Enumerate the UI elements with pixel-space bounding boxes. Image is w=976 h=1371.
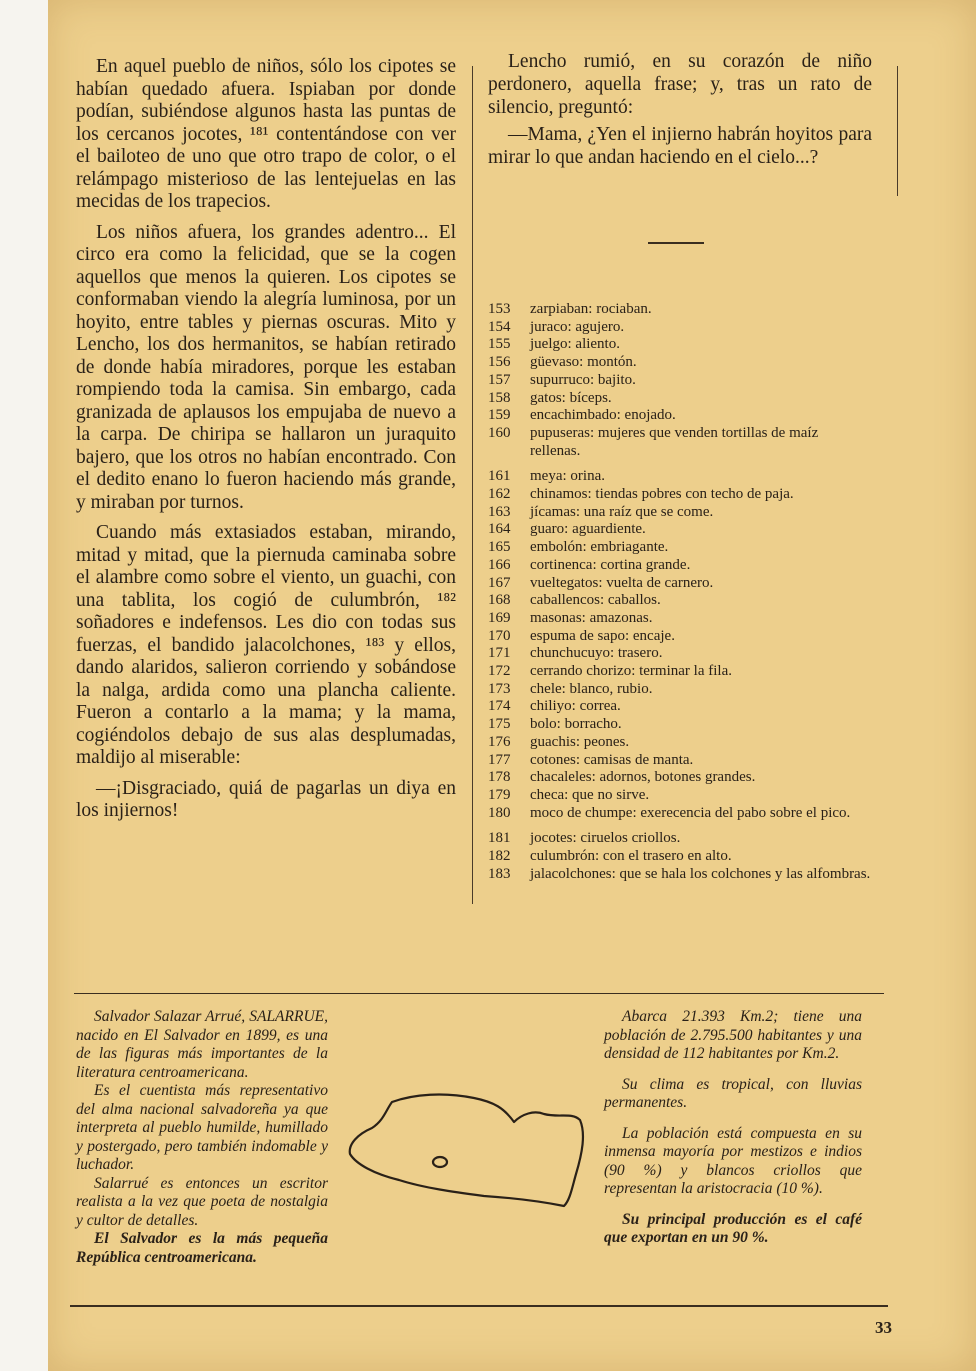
- glossary-definition: checa: que no sirve.: [530, 786, 650, 803]
- story-paragraph: Los niños afuera, los grandes adentro... El circo era como la felicidad, que se la cogen aquellos que menos la quieren. Los cipotes se conformaban viendo la alegría luminosa, por un hoyito, entre tables y piernas oscuras. Mito y Lencho, los dos hermanitos, se habían retirado de donde había miradores, porque les estaban rompiendo toda la camisa. Sin embargo, cada granizada de aplausos los empujaba de nuevo a la carpa. De chiripa se hallaron un juraquito bajero, que los otros no habían encontrado. Con el dedito enano lo fueron haciendo más grande, y miraban por turnos.: [76, 221, 456, 513]
- glossary-definition: guaro: aguardiente.: [530, 521, 646, 538]
- glossary-number: 155: [488, 336, 511, 353]
- glossary-number: 178: [488, 769, 511, 786]
- glossary-number: 173: [488, 680, 511, 697]
- glossary-entry: [488, 504, 872, 522]
- glossary-notes: [488, 301, 872, 884]
- glossary-entry: [488, 610, 872, 628]
- glossary-number: 176: [488, 733, 511, 750]
- glossary-number: 163: [488, 503, 511, 520]
- story-dialog: —¡Disgraciado, quiá de pagarlas un diya en los injiernos!: [76, 777, 456, 821]
- glossary-definition: vueltegatos: vuelta de carnero.: [530, 574, 714, 591]
- glossary-entry: [488, 769, 872, 787]
- glossary-number: 182: [488, 848, 511, 865]
- bio-paragraph: Salarrué es entonces un escritor realista a la vez que poeta de nostalgia y cultor de detalles.: [76, 1174, 328, 1229]
- glossary-definition: güevaso: montón.: [530, 354, 637, 371]
- glossary-gap: [488, 822, 872, 830]
- glossary-definition: meya: orina.: [530, 468, 605, 485]
- glossary-entry: [488, 354, 872, 372]
- glossary-number: 158: [488, 389, 511, 406]
- glossary-number: 164: [488, 521, 511, 538]
- glossary-number: 171: [488, 645, 511, 662]
- glossary-number: 161: [488, 468, 511, 485]
- glossary-entry: [488, 645, 872, 663]
- glossary-number: 153: [488, 301, 511, 317]
- facts-paragraph: Su clima es tropical, con lluvias permanentes.: [604, 1075, 862, 1111]
- glossary-entry: [488, 390, 872, 408]
- glossary-definition: jocotes: ciruelos criollos.: [530, 830, 681, 847]
- glossary-entry: [488, 557, 872, 575]
- glossary-definition: jícamas: una raíz que se come.: [530, 503, 714, 520]
- glossary-entry: [488, 805, 872, 823]
- glossary-definition: encachimbado: enojado.: [530, 407, 676, 424]
- glossary-entry: [488, 848, 872, 866]
- story-paragraph: En aquel pueblo de niños, sólo los cipotes se habían quedado afuera. Ispiaban por donde podían, subiéndose algunos hasta las puntas de los cercanos jocotes, ¹⁸¹ contentándose con ver el bailoteo de uno que otro trapo de color, o el relámpago misterioso de las lentejuelas en las mecidas de los trapecios.: [76, 56, 456, 212]
- glossary-number: 180: [488, 804, 511, 821]
- glossary-definition: jalacolchones: que se hala los colchones y las alfombras.: [530, 865, 871, 882]
- glossary-definition: masonas: amazonas.: [530, 609, 653, 626]
- glossary-definition: cerrando chorizo: terminar la fila.: [530, 663, 732, 680]
- facts-paragraph: Su principal producción es el café que exportan en un 90 %.: [604, 1210, 862, 1246]
- glossary-definition: moco de chumpe: exerecencia del pabo sobre el pico.: [530, 804, 851, 821]
- glossary-number: 154: [488, 318, 511, 335]
- glossary-entry: [488, 663, 872, 681]
- glossary-definition: embolón: embriagante.: [530, 539, 669, 556]
- section-divider: [74, 993, 884, 994]
- glossary-number: 170: [488, 627, 511, 644]
- bio-paragraph: El Salvador es la más pequeña República centroamericana.: [76, 1230, 328, 1266]
- glossary-definition: chele: blanco, rubio.: [530, 680, 653, 697]
- glossary-gap: [488, 460, 872, 468]
- bio-paragraph: Salvador Salazar Arrué, SALARRUE, nacido en El Salvador en 1899, es una de las figuras más importantes de la literatura centroamericana.: [76, 1008, 328, 1081]
- glossary-entry: [488, 425, 872, 460]
- glossary-definition: bolo: borracho.: [530, 716, 622, 733]
- glossary-number: 172: [488, 663, 511, 680]
- glossary-entry: [488, 752, 872, 770]
- glossary-entry: [488, 787, 872, 805]
- story-dialog: —Mama, ¿Yen el injierno habrán hoyitos para mirar lo que andan haciendo en el cielo...?: [488, 124, 872, 168]
- facts-paragraph: Abarca 21.393 Km.2; tiene una población de 2.795.500 habitantes y una densidad de 112 habitantes por Km.2.: [604, 1008, 862, 1062]
- glossary-definition: supurruco: bajito.: [530, 371, 636, 388]
- country-facts: [604, 1008, 862, 1260]
- glossary-entry: [488, 681, 872, 699]
- glossary-definition: zarpiaban: rociaban.: [530, 301, 652, 317]
- glossary-definition: gatos: bíceps.: [530, 389, 612, 406]
- glossary-number: 181: [488, 830, 511, 847]
- glossary-entry: [488, 592, 872, 610]
- glossary-number: 179: [488, 786, 511, 803]
- glossary-number: 162: [488, 486, 511, 503]
- glossary-entry: [488, 830, 872, 848]
- right-edge-rule: [897, 66, 898, 196]
- glossary-number: 166: [488, 556, 511, 573]
- bio-paragraph: Es el cuentista más representativo del alma nacional salvadoreña ya que interpreta al pueblo humilde, humillado y postergado, pero también indomable y luchador.: [76, 1082, 328, 1173]
- glossary-number: 159: [488, 407, 511, 424]
- glossary-entry: [488, 539, 872, 557]
- glossary-entry: [488, 319, 872, 337]
- glossary-number: 183: [488, 865, 511, 882]
- facts-paragraph: La población está compuesta en su inmensa mayoría por mestizos e indios (90 %) y blancos criollos que representan la aristocracia (10 %).: [604, 1124, 862, 1197]
- el-salvador-map: [344, 1084, 588, 1214]
- glossary-definition: espuma de sapo: encaje.: [530, 627, 675, 644]
- glossary-definition: cortinenca: cortina grande.: [530, 556, 691, 573]
- glossary-entry: [488, 407, 872, 425]
- glossary-entry: [488, 866, 872, 884]
- glossary-entry: [488, 734, 872, 752]
- glossary-definition: culumbrón: con el trasero en alto.: [530, 848, 732, 865]
- glossary-definition: chiliyo: correa.: [530, 698, 621, 715]
- glossary-entry: [488, 716, 872, 734]
- glossary-definition: chacaleles: adornos, botones grandes.: [530, 769, 756, 786]
- section-ornament: [648, 242, 704, 244]
- glossary-definition: juelgo: aliento.: [530, 336, 620, 353]
- page-number: 33: [875, 1318, 892, 1337]
- bottom-rule: [70, 1305, 888, 1307]
- column-divider: [472, 66, 473, 904]
- story-paragraph: Cuando más extasiados estaban, mirando, mitad y mitad, que la piernuda caminaba sobre el alambre como sobre el viento, un guachi, con una tablita, los cogió de culumbrón, ¹⁸² soñadores e indefensos. Les dio con todas sus fuerzas, el bandido jalacolchones, ¹⁸³ y ellos, dando alaridos, salieron corriendo y sobándose la nalga, ardida como una plancha caliente. Fueron a contarlo a la mama; y la mama, cogiéndolos debajo de sus alas desplumadas, maldijo al miserable:: [76, 522, 456, 768]
- glossary-definition: juraco: agujero.: [530, 318, 625, 335]
- glossary-entry: [488, 336, 872, 354]
- author-bio: [76, 1008, 328, 1267]
- glossary-number: 165: [488, 539, 511, 556]
- glossary-definition: cotones: camisas de manta.: [530, 751, 694, 768]
- glossary-number: 167: [488, 574, 511, 591]
- glossary-number: 156: [488, 354, 511, 371]
- glossary-number: 168: [488, 592, 511, 609]
- capital-marker-icon: [433, 1157, 447, 1167]
- story-right-column: [488, 50, 872, 173]
- story-paragraph: Lencho rumió, en su corazón de niño perdonero, aquella frase; y, tras un rato de silencio, preguntó:: [488, 51, 872, 118]
- glossary-number: 160: [488, 424, 511, 441]
- story-left-column: [76, 56, 456, 831]
- glossary-definition: pupuseras: mujeres que venden tortillas de maíz rellenas.: [530, 424, 819, 459]
- glossary-number: 157: [488, 371, 511, 388]
- glossary-entry: [488, 628, 872, 646]
- glossary-entry: [488, 486, 872, 504]
- glossary-entry: [488, 301, 872, 319]
- glossary-entry: [488, 521, 872, 539]
- glossary-entry: [488, 468, 872, 486]
- glossary-definition: chinamos: tiendas pobres con techo de paja.: [530, 486, 794, 503]
- glossary-number: 174: [488, 698, 511, 715]
- glossary-number: 177: [488, 751, 511, 768]
- glossary-definition: caballencos: caballos.: [530, 592, 661, 609]
- glossary-entry: [488, 698, 872, 716]
- glossary-entry: [488, 372, 872, 390]
- glossary-entry: [488, 575, 872, 593]
- glossary-definition: guachis: peones.: [530, 733, 630, 750]
- glossary-definition: chunchucuyo: trasero.: [530, 645, 663, 662]
- glossary-number: 169: [488, 609, 511, 626]
- glossary-number: 175: [488, 716, 511, 733]
